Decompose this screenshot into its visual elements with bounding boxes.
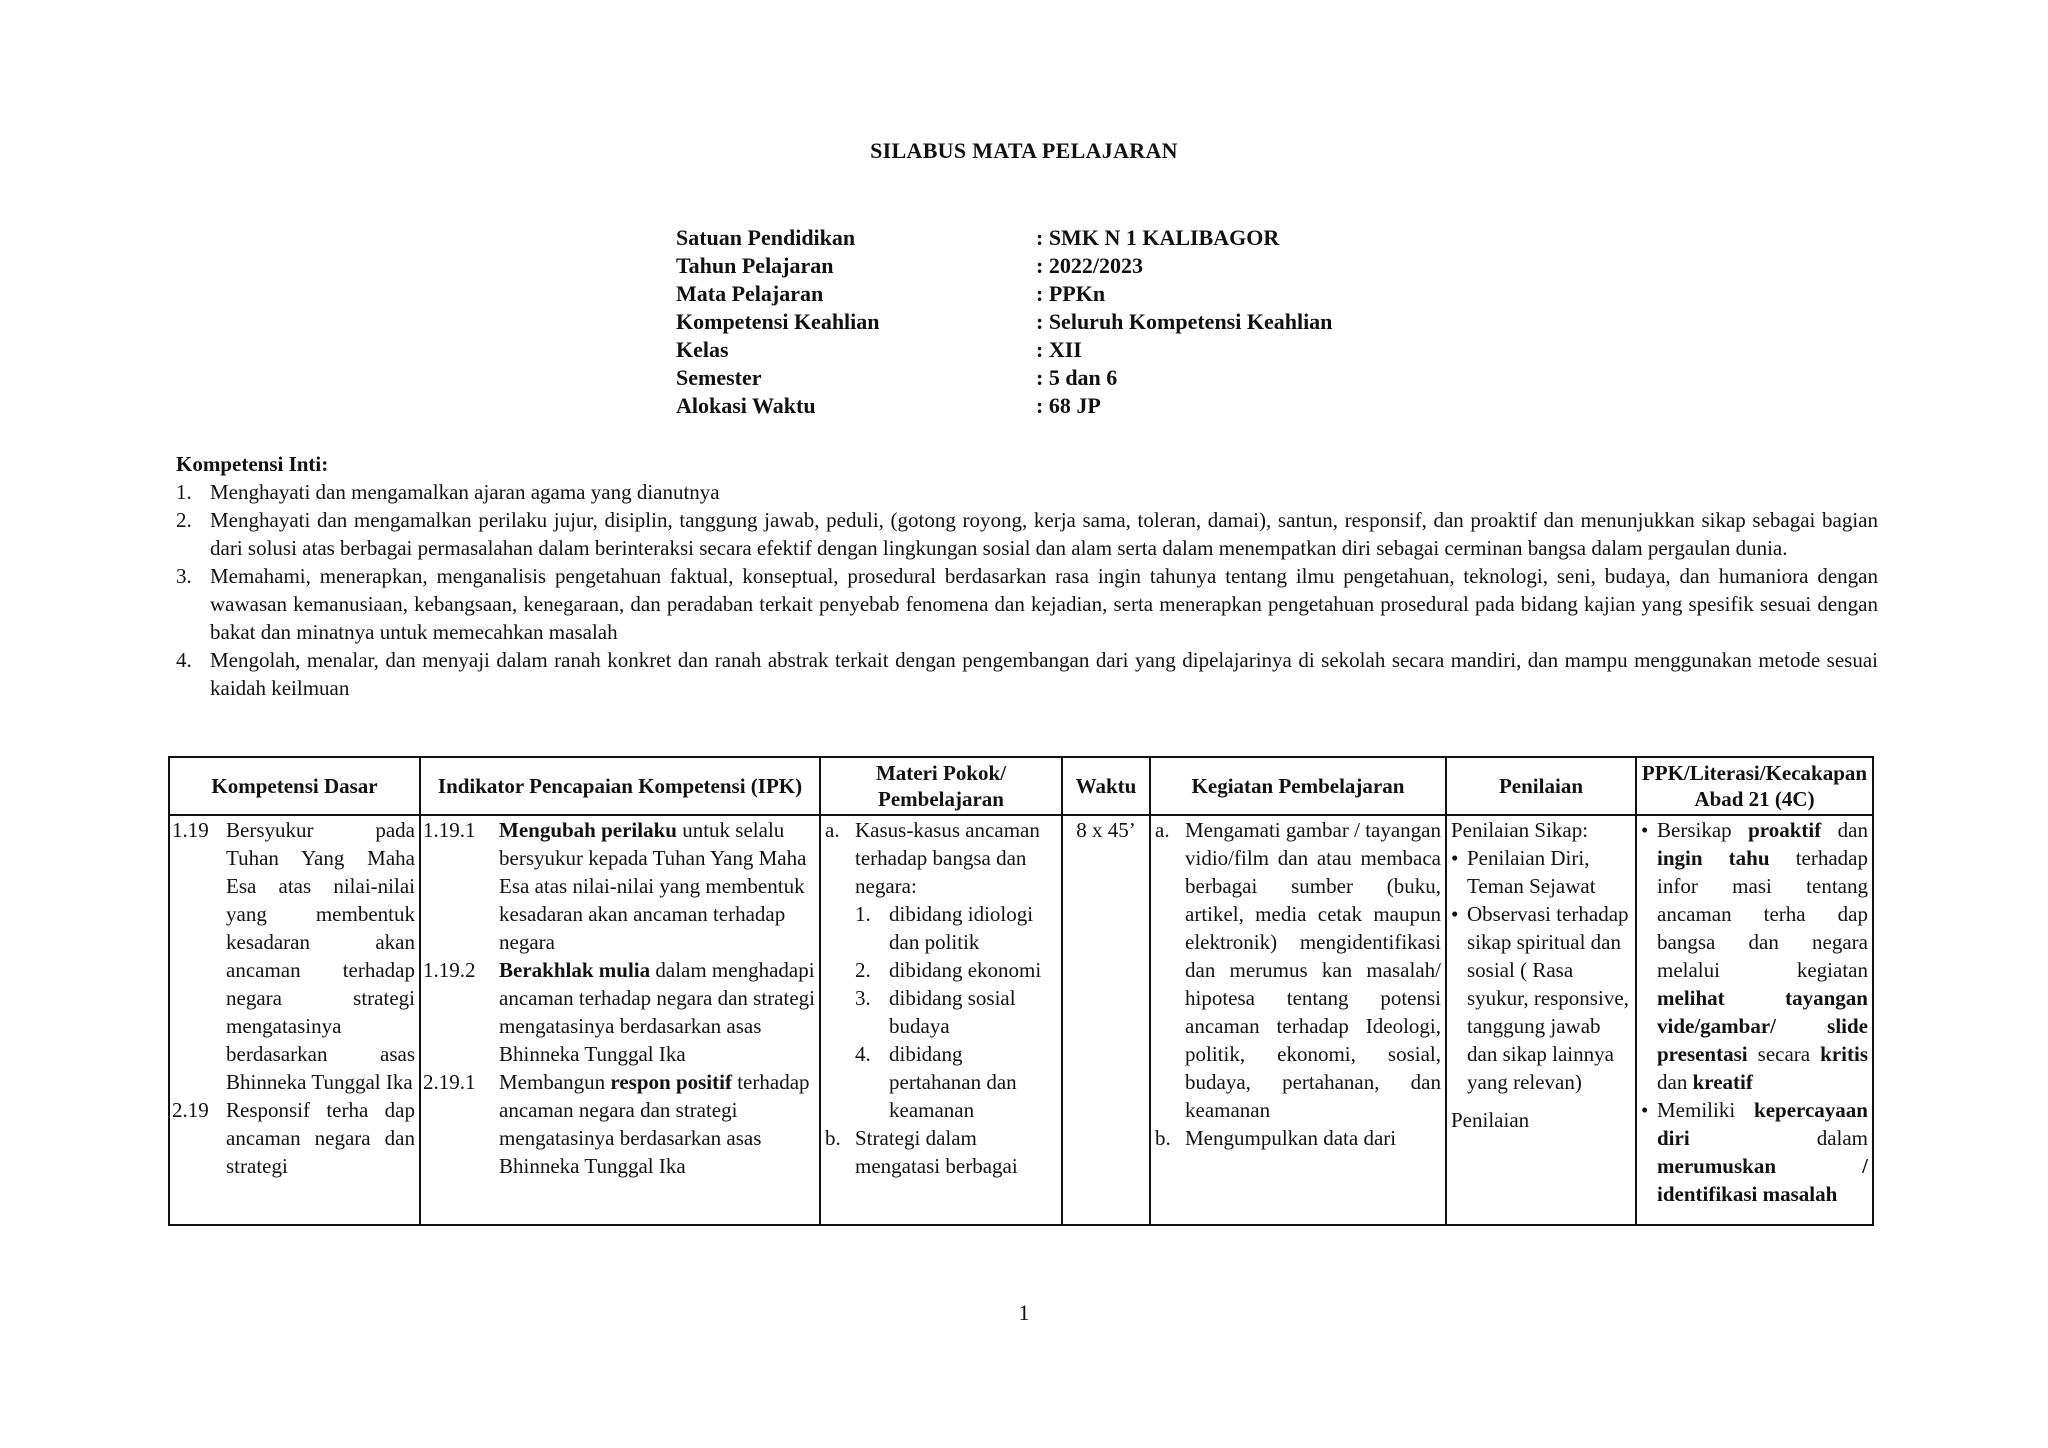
ipk-number: 1.19.1 xyxy=(423,818,476,842)
table-header-row xyxy=(169,757,1873,815)
penilaian-item xyxy=(1451,900,1631,1096)
materi-item-a xyxy=(825,816,1057,900)
info-value: : PPKn xyxy=(1036,281,1106,306)
header-waktu: Waktu xyxy=(1062,757,1150,815)
ppk-text xyxy=(1657,816,1868,1096)
syllabus-table xyxy=(168,756,1874,1226)
materi-sub-text: dibidang sosial budaya xyxy=(889,986,1016,1038)
materi-subitem xyxy=(825,956,1057,984)
info-value: : XII xyxy=(1036,337,1082,362)
document-title: SILABUS MATA PELAJARAN xyxy=(870,138,1178,163)
info-row xyxy=(676,252,1332,280)
kegiatan-letter: a. xyxy=(1155,818,1170,842)
ki-text: Menghayati dan mengamalkan perilaku jujur, disiplin, tanggung jawab, peduli, (gotong royong, kerja sama, toleran, damai), santun, responsif, dan proaktif dan menunjukkan sikap sebagai bagian dari solusi atas berbagai permasalahan dalam berinteraksi secara efektif dengan lingkungan sosial dan alam serta dalam menempatkan diri sebagai cerminan bangsa dalam pergaulan dunia. xyxy=(210,508,1878,560)
ki-item xyxy=(176,562,1878,646)
ki-item xyxy=(176,506,1878,562)
materi-item-b xyxy=(825,1124,1057,1180)
ppk-part: dan xyxy=(1821,818,1868,842)
materi-letter: b. xyxy=(825,1126,841,1150)
penilaian-item-text: Penilaian Diri, Teman Sejawat xyxy=(1467,846,1596,898)
info-row xyxy=(676,336,1332,364)
materi-subitem xyxy=(825,984,1057,1040)
info-label: Kompetensi Keahlian xyxy=(676,309,880,334)
ipk-pre: Membangun xyxy=(499,1070,611,1094)
kegiatan-item xyxy=(1155,1124,1441,1152)
bullet-icon: • xyxy=(1641,818,1649,842)
materi-text: Kasus-kasus ancaman terhadap bangsa dan negara: xyxy=(855,818,1040,898)
info-label: Semester xyxy=(676,365,762,390)
cell-materi-pokok xyxy=(820,815,1062,1225)
ppk-part-bold: ingin tahu xyxy=(1657,846,1770,870)
ki-number: 3. xyxy=(176,564,192,588)
ppk-part: Memiliki xyxy=(1657,1098,1755,1122)
ki-item xyxy=(176,646,1878,702)
info-row xyxy=(676,308,1332,336)
info-value: : 2022/2023 xyxy=(1036,253,1143,278)
cell-ppk xyxy=(1636,815,1873,1225)
cell-kegiatan xyxy=(1150,815,1446,1225)
cell-penilaian xyxy=(1446,815,1636,1225)
ipk-item xyxy=(423,816,815,956)
kd-number: 1.19 xyxy=(172,818,209,842)
info-row xyxy=(676,364,1332,392)
ppk-item xyxy=(1641,816,1868,1096)
ipk-rest: terhadap ancaman negara dan strategi mengatasinya berdasarkan asas Bhinneka Tunggal Ika xyxy=(499,1070,810,1178)
materi-sub-text: dibidang pertahanan dan keamanan xyxy=(889,1042,1017,1122)
ipk-bold: Mengubah perilaku xyxy=(499,818,677,842)
penilaian-footer: Penilaian xyxy=(1451,1108,1530,1132)
bullet-icon: • xyxy=(1451,846,1459,870)
info-value: : 5 dan 6 xyxy=(1036,365,1118,390)
header-ipk: Indikator Pencapaian Kompetensi (IPK) xyxy=(420,757,820,815)
ipk-bold: respon positif xyxy=(610,1070,732,1094)
ipk-bold: Berakhlak mulia xyxy=(499,958,651,982)
header-materi-pokok: Materi Pokok/ Pembelajaran xyxy=(820,757,1062,815)
ipk-item xyxy=(423,1068,815,1180)
cell-waktu: 8 x 45’ xyxy=(1062,815,1150,1225)
ipk-number: 2.19.1 xyxy=(423,1070,476,1094)
ppk-part: dalam xyxy=(1689,1126,1868,1150)
ppk-text xyxy=(1657,1096,1868,1208)
materi-sub-number: 2. xyxy=(855,958,871,982)
kd-text: Bersyukur pada Tuhan Yang Maha Esa atas nilai-nilai yang membentuk kesadaran akan ancaman terhadap negara strategi mengatasinya berdasarkan asas Bhinneka Tunggal Ika xyxy=(226,818,415,1094)
bullet-icon: • xyxy=(1451,902,1459,926)
ipk-text xyxy=(499,816,815,956)
info-value: : Seluruh Kompetensi Keahlian xyxy=(1036,309,1333,334)
table-row xyxy=(169,815,1873,1225)
ipk-number: 1.19.2 xyxy=(423,958,476,982)
kd-item xyxy=(172,816,415,1096)
header-ppk: PPK/Literasi/Kecakapan Abad 21 (4C) xyxy=(1636,757,1873,815)
materi-text: Strategi dalam mengatasi berbagai xyxy=(855,1126,1018,1178)
ki-text: Menghayati dan mengamalkan ajaran agama yang dianutnya xyxy=(210,480,720,504)
ppk-part: secara xyxy=(1747,1042,1821,1066)
kegiatan-letter: b. xyxy=(1155,1126,1171,1150)
materi-sub-text: dibidang ekonomi xyxy=(889,958,1042,982)
ppk-part-bold: kepercayaan diri xyxy=(1657,1098,1868,1150)
ki-number: 2. xyxy=(176,508,192,532)
kd-number: 2.19 xyxy=(172,1098,209,1122)
ki-item xyxy=(176,478,1878,506)
ki-text: Memahami, menerapkan, menganalisis pengetahuan faktual, konseptual, prosedural berdasarkan rasa ingin tahunya tentang ilmu pengetahuan, teknologi, seni, budaya, dan humaniora dengan wawasan kemanusiaan, kebangsaan, kenegaraan, dan peradaban terkait penyebab fenomena dan kejadian, serta menerapkan pengetahuan prosedural pada bidang kajian yang spesifik sesuai dengan bakat dan minatnya untuk memecahkan masalah xyxy=(210,564,1878,644)
materi-subitem xyxy=(825,900,1057,956)
ipk-item xyxy=(423,956,815,1068)
info-row xyxy=(676,280,1332,308)
penilaian-heading: Penilaian Sikap: xyxy=(1451,818,1589,842)
info-label: Mata Pelajaran xyxy=(676,281,824,306)
ppk-part: terhadap infor masi tentang ancaman terha dap bangsa dan negara melalui kegiatan xyxy=(1657,846,1868,982)
ppk-part: Bersikap xyxy=(1657,818,1749,842)
ipk-rest: dalam menghadapi ancaman terhadap negara dan strategi mengatasinya berdasarkan asas Bhinneka Tunggal Ika xyxy=(499,958,815,1066)
ppk-part-bold: melihat tayangan vide/gambar/ slide presentasi xyxy=(1657,986,1868,1066)
info-block xyxy=(676,224,1332,420)
info-row xyxy=(676,224,1332,252)
materi-sub-number: 3. xyxy=(855,986,871,1010)
page-number: 1 xyxy=(1018,1300,1030,1325)
ppk-part: dan xyxy=(1657,1070,1693,1094)
ppk-part-bold: proaktif xyxy=(1748,818,1822,842)
ipk-rest: untuk selalu bersyukur kepada Tuhan Yang Maha Esa atas nilai-nilai yang membentuk kesadaran akan ancaman terhadap negara xyxy=(499,818,807,954)
cell-ipk xyxy=(420,815,820,1225)
info-label: Satuan Pendidikan xyxy=(676,225,856,250)
ppk-part-bold: kreatif xyxy=(1692,1070,1753,1094)
info-label: Kelas xyxy=(676,337,729,362)
kegiatan-item xyxy=(1155,816,1441,1124)
materi-sub-number: 1. xyxy=(855,902,871,926)
penilaian-item-text: Observasi terhadap sikap spiritual dan sosial ( Rasa syukur, responsive, tanggung jawab dan sikap lainnya yang relevan) xyxy=(1467,902,1629,1094)
info-label: Alokasi Waktu xyxy=(676,393,816,418)
ki-text: Mengolah, menalar, dan menyaji dalam ranah konkret dan ranah abstrak terkait dengan pengembangan dari yang dipelajarinya di sekolah secara mandiri, dan mampu menggunakan metode sesuai kaidah keilmuan xyxy=(210,648,1878,700)
ipk-text xyxy=(499,956,815,1068)
bullet-icon: • xyxy=(1641,1098,1649,1122)
ki-number: 4. xyxy=(176,648,192,672)
materi-letter: a. xyxy=(825,818,840,842)
header-kegiatan: Kegiatan Pembelajaran xyxy=(1150,757,1446,815)
info-row xyxy=(676,392,1332,420)
ppk-item xyxy=(1641,1096,1868,1208)
ipk-text xyxy=(499,1068,815,1180)
materi-subitem xyxy=(825,1040,1057,1124)
info-value: : SMK N 1 KALIBAGOR xyxy=(1036,225,1280,250)
kegiatan-text: Mengamati gambar / tayangan vidio/film dan atau membaca berbagai sumber (buku, artikel, media cetak maupun elektronik) mengidentifikasi dan merumus kan masalah/ hipotesa tentang potensi ancaman terhadap Ideologi, politik, ekonomi, sosial, budaya, pertahanan, dan keamanan xyxy=(1185,818,1441,1122)
kompetensi-inti-heading: Kompetensi Inti: xyxy=(176,452,329,476)
kegiatan-text: Mengumpulkan data dari xyxy=(1185,1126,1397,1150)
info-value: : 68 JP xyxy=(1036,393,1101,418)
header-kompetensi-dasar: Kompetensi Dasar xyxy=(169,757,420,815)
ppk-part-bold: merumuskan / identifikasi masalah xyxy=(1657,1154,1868,1206)
ppk-part-bold: kritis xyxy=(1820,1042,1868,1066)
header-penilaian: Penilaian xyxy=(1446,757,1636,815)
penilaian-item xyxy=(1451,844,1631,900)
materi-sub-text: dibidang idiologi dan politik xyxy=(889,902,1034,954)
kd-item xyxy=(172,1096,415,1180)
info-label: Tahun Pelajaran xyxy=(676,253,834,278)
cell-kompetensi-dasar xyxy=(169,815,420,1225)
kd-text: Responsif terha dap ancaman negara dan strategi xyxy=(226,1098,415,1178)
ki-number: 1. xyxy=(176,480,192,504)
kompetensi-inti-section xyxy=(176,450,1878,702)
materi-sub-number: 4. xyxy=(855,1042,871,1066)
